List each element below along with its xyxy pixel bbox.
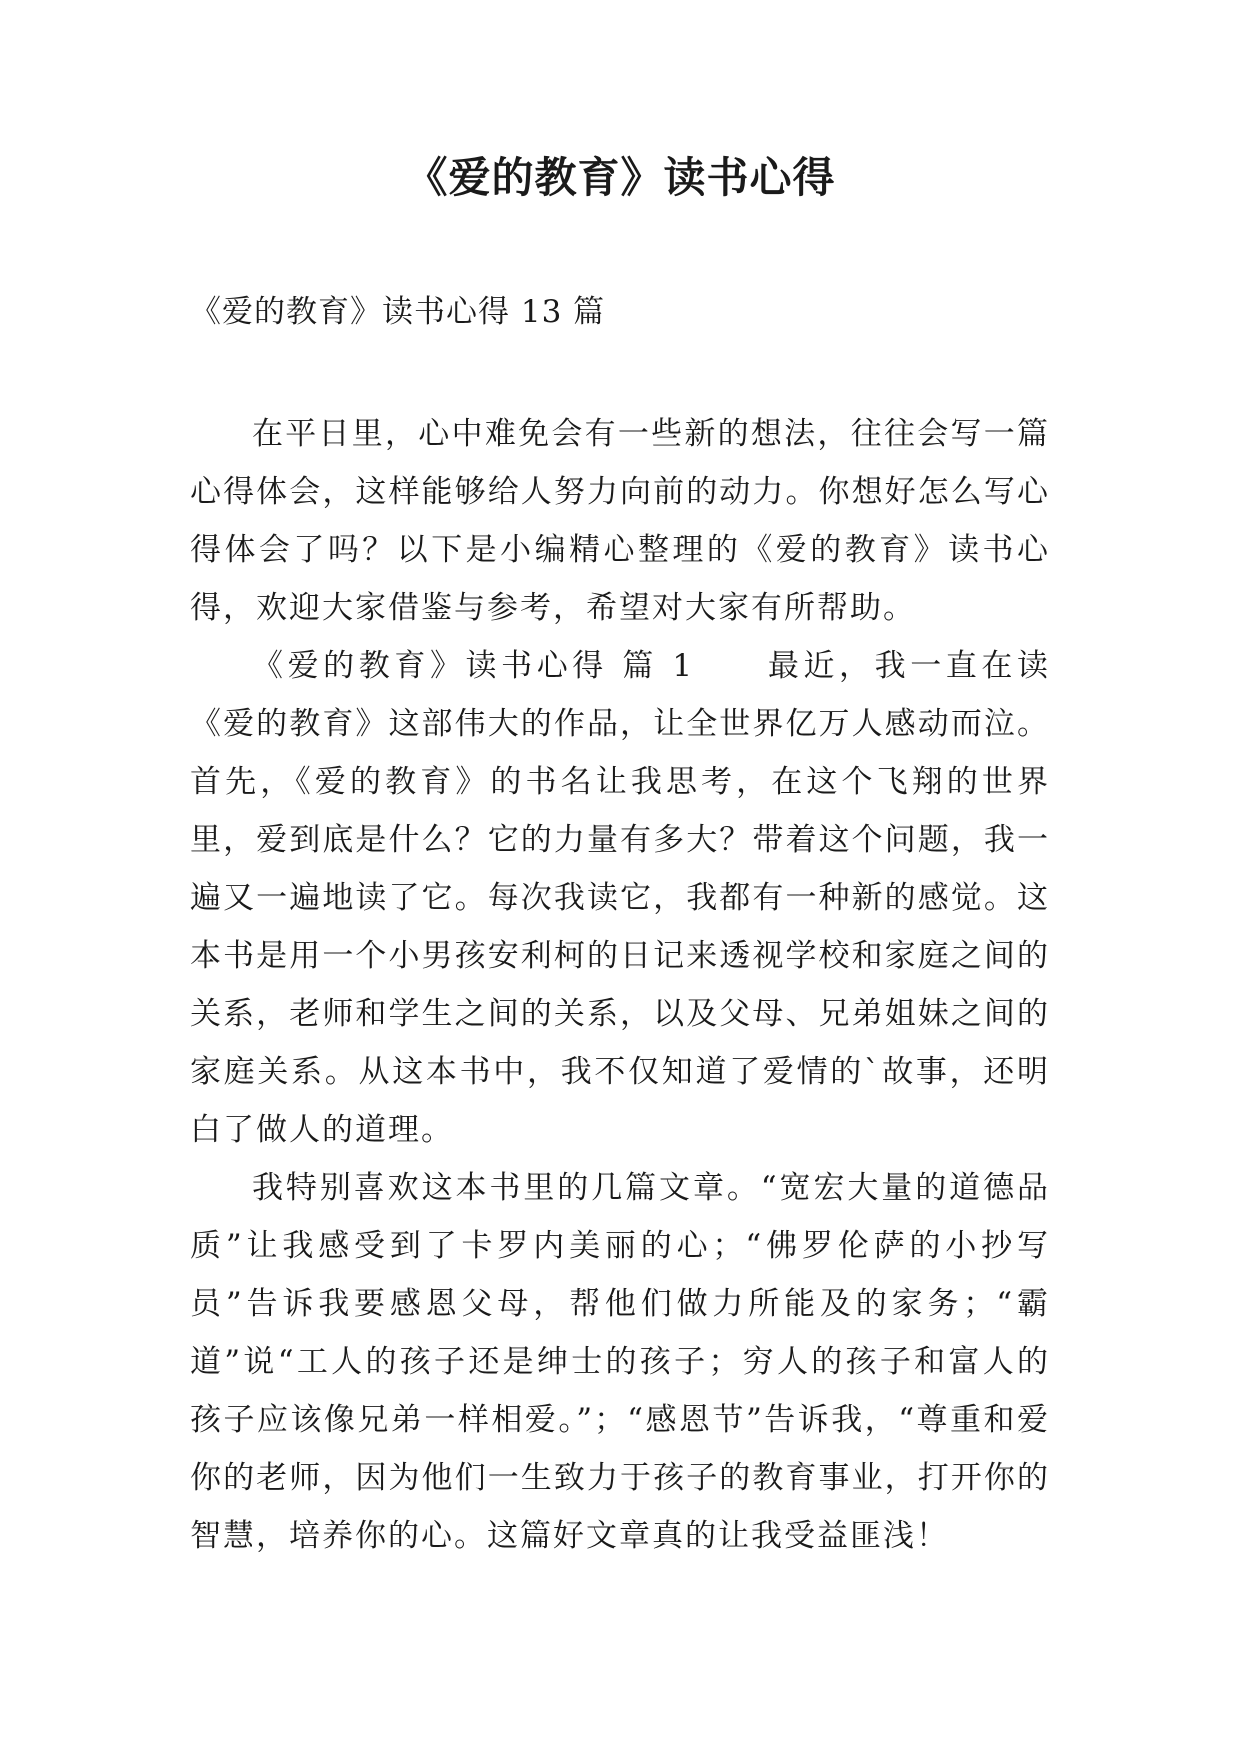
- body-paragraph-part1: 《爱的教育》读书心得 篇 1 最近，我一直在读《爱的教育》这部伟大的作品，让全世界亿万人感动而泣。首先，《爱的教育》的书名让我思考，在这个飞翔的世界里，爱到底是什么？它的力量有多大？带着这个问题，我一遍又一遍地读了它。每次我读它，我都有一种新的感觉。这本书是用一个小男孩安利柯的日记来透视学校和家庭之间的关系，老师和学生之间的关系，以及父母、兄弟姐妹之间的家庭关系。从这本书中，我不仅知道了爱情的`故事，还明白了做人的道理。: [190, 648, 1050, 1148]
- document-subtitle: 《爱的教育》读书心得 13 篇: [190, 294, 606, 330]
- document-body: [190, 405, 1050, 1565]
- body-paragraph-intro: 在平日里，心中难免会有一些新的想法，往往会写一篇心得体会，这样能够给人努力向前的动力。你想好怎么写心得体会了吗？以下是小编精心整理的《爱的教育》读书心得，欢迎大家借鉴与参考，希望对大家有所帮助。: [190, 416, 1050, 626]
- body-paragraph-favorites: 我特别喜欢这本书里的几篇文章。“宽宏大量的道德品质”让我感受到了卡罗内美丽的心；“佛罗伦萨的小抄写员”告诉我要感恩父母，帮他们做力所能及的家务；“霸道”说“工人的孩子还是绅士的孩子；穷人的孩子和富人的孩子应该像兄弟一样相爱。”；“感恩节”告诉我，“尊重和爱你的老师，因为他们一生致力于孩子的教育事业，打开你的智慧，培养你的心。这篇好文章真的让我受益匪浅！: [190, 1170, 1050, 1554]
- document-title: 《爱的教育》读书心得: [405, 153, 836, 202]
